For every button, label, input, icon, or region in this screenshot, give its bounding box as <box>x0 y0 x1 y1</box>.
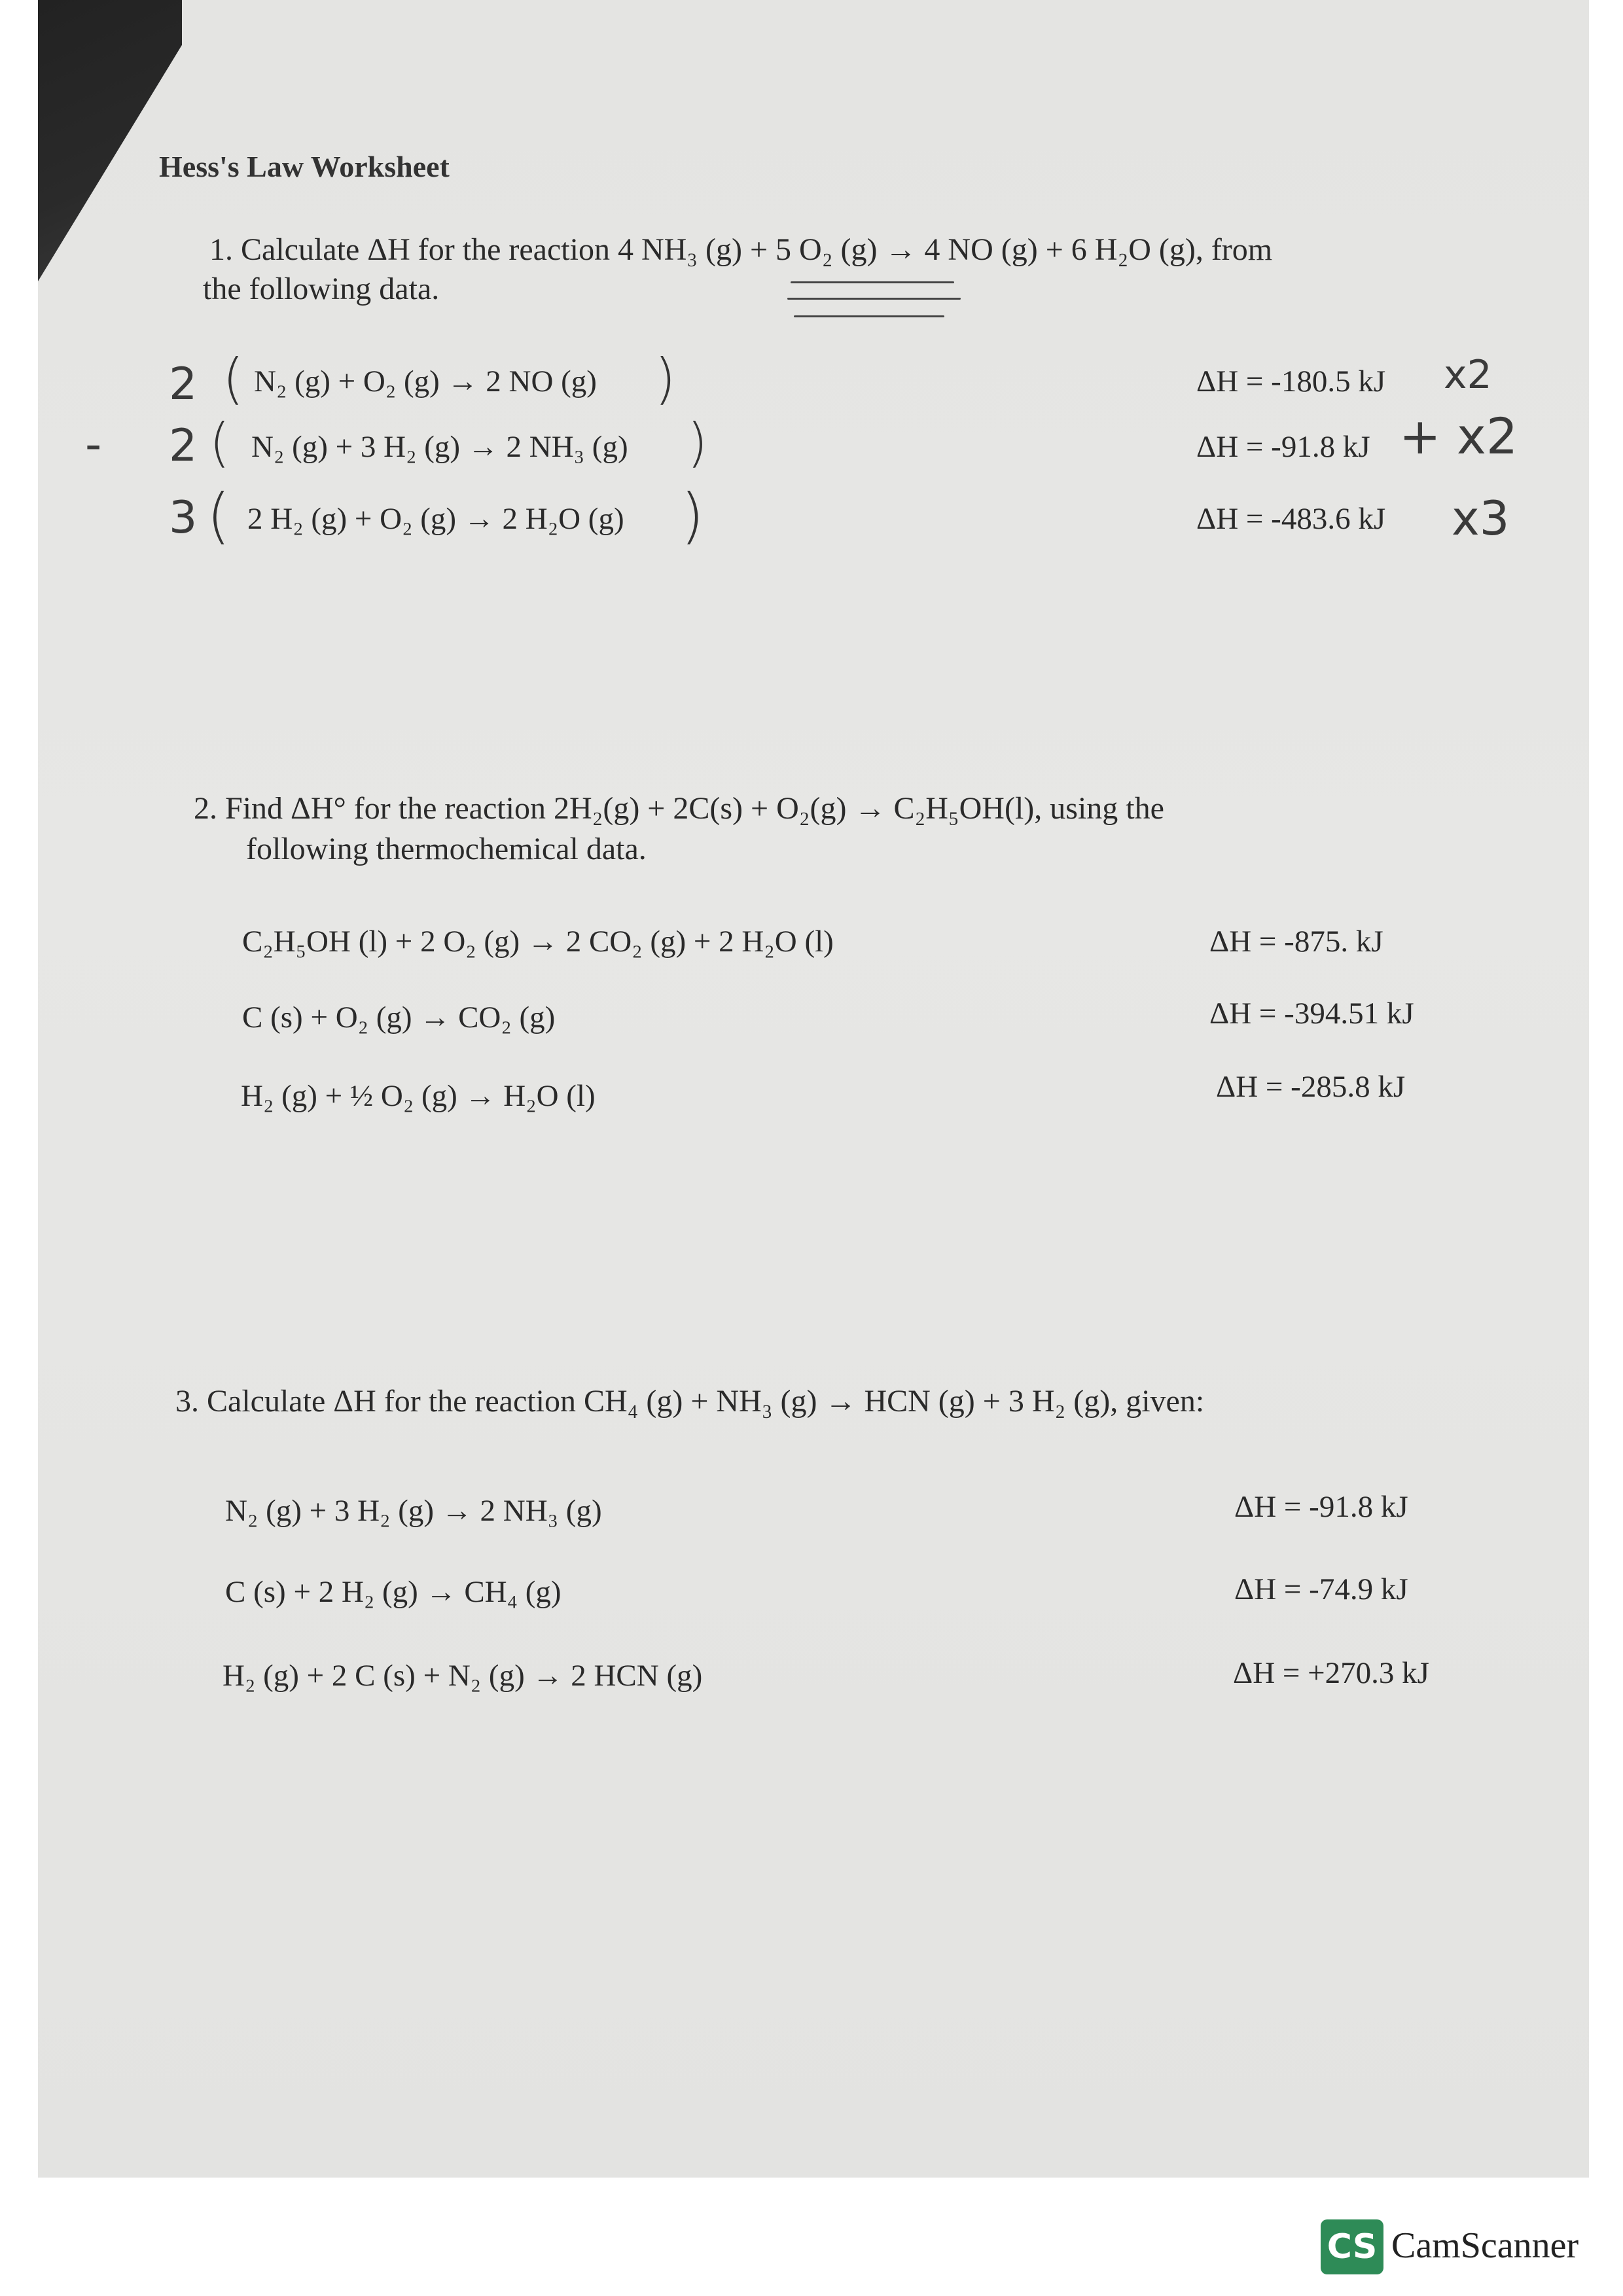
worksheet-title: Hess's Law Worksheet <box>159 150 450 183</box>
scanned-page <box>38 0 1589 2178</box>
q2-reaction-2: C (s) + O₂ (g) → CO₂ (g) <box>242 1000 556 1034</box>
handwritten-multiplier: x3 <box>1452 491 1510 546</box>
q1-reaction-1: N₂ (g) + O₂ (g) → 2 NO (g) <box>254 364 597 398</box>
handwritten-underline <box>794 315 944 317</box>
q1-dh-1: ΔH = -180.5 kJ <box>1196 364 1386 398</box>
q2-prompt-line1: 2. Find ΔH° for the reaction 2H₂(g) + 2C(s) + O₂(g) → C₂H₅OH(l), using the <box>194 791 1164 826</box>
handwritten-paren: ( <box>207 481 230 551</box>
q2-dh-2: ΔH = -394.51 kJ <box>1209 997 1414 1031</box>
handwritten-paren: ) <box>687 412 708 473</box>
handwritten-paren: ( <box>223 347 244 411</box>
q2-prompt-line2: following thermochemical data. <box>246 832 647 866</box>
q3-dh-3: ΔH = +270.3 kJ <box>1233 1656 1429 1690</box>
q3-reaction-1: N₂ (g) + 3 H₂ (g) → 2 NH₃ (g) <box>225 1494 602 1528</box>
handwritten-underline <box>791 281 954 283</box>
q3-prompt: 3. Calculate ΔH for the reaction CH₄ (g) + NH₃ (g) → HCN (g) + 3 H₂ (g), given: <box>175 1384 1205 1419</box>
q1-prompt-line1: 1. Calculate ΔH for the reaction 4 NH₃ (g) + 5 O₂ (g) → 4 NO (g) + 6 H₂O (g), from <box>209 232 1273 267</box>
q1-reaction-3: 2 H₂ (g) + O₂ (g) → 2 H₂O (g) <box>247 502 624 536</box>
q1-dh-3: ΔH = -483.6 kJ <box>1196 502 1386 536</box>
q3-dh-2: ΔH = -74.9 kJ <box>1234 1572 1408 1606</box>
q1-prompt-line2: the following data. <box>203 272 440 306</box>
q1-reaction-2: N₂ (g) + 3 H₂ (g) → 2 NH₃ (g) <box>251 430 628 464</box>
q2-reaction-1: C₂H₅OH (l) + 2 O₂ (g) → 2 CO₂ (g) + 2 H₂O (l) <box>242 925 834 959</box>
handwritten-paren: ( <box>209 412 230 473</box>
q2-dh-1: ΔH = -875. kJ <box>1209 925 1383 959</box>
q3-reaction-3: H₂ (g) + 2 C (s) + N₂ (g) → 2 HCN (g) <box>223 1659 703 1693</box>
q3-reaction-2: C (s) + 2 H₂ (g) → CH₄ (g) <box>225 1575 562 1609</box>
q3-dh-1: ΔH = -91.8 kJ <box>1234 1490 1408 1524</box>
handwritten-paren: ) <box>681 481 704 551</box>
q2-reaction-3: H₂ (g) + ½ O₂ (g) → H₂O (l) <box>241 1079 596 1113</box>
margin-minus-mark: - <box>85 417 102 471</box>
q1-dh-2: ΔH = -91.8 kJ <box>1196 430 1370 464</box>
handwritten-coefficient: 2 <box>169 420 198 472</box>
q2-dh-3: ΔH = -285.8 kJ <box>1216 1070 1406 1104</box>
camscanner-label: CamScanner <box>1391 2225 1579 2266</box>
handwritten-underline <box>787 298 961 300</box>
handwritten-coefficient: 2 <box>169 359 198 410</box>
camscanner-logo: CS <box>1321 2219 1383 2274</box>
handwritten-paren: ) <box>654 347 676 411</box>
handwritten-coefficient: 3 <box>169 492 198 544</box>
dark-corner-shadow <box>38 0 182 281</box>
handwritten-multiplier: + x2 <box>1399 407 1518 465</box>
handwritten-multiplier: x2 <box>1444 352 1492 398</box>
